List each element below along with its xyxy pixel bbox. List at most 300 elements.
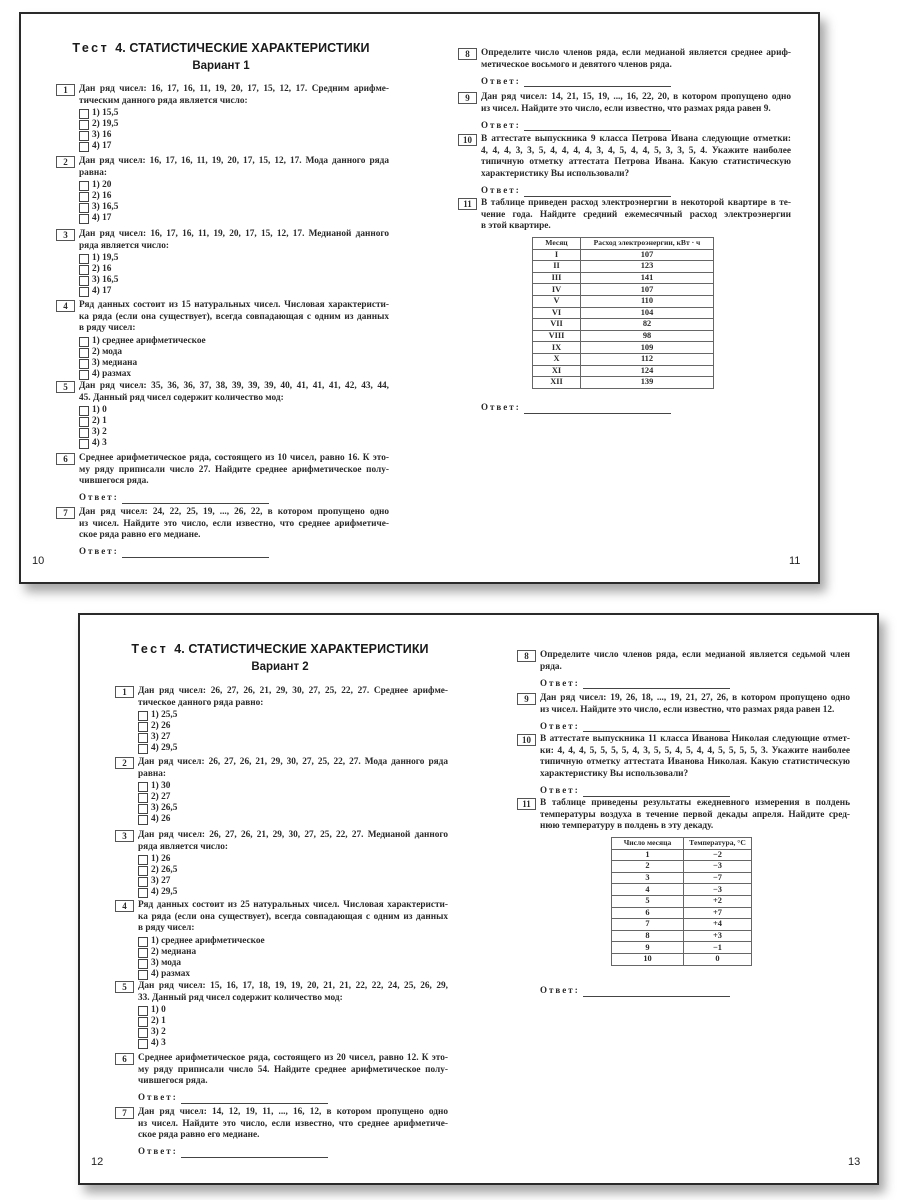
question-number-badge: 9 bbox=[458, 92, 477, 104]
answer-option-label: 4) 29,5 bbox=[151, 743, 178, 754]
answer-options bbox=[79, 253, 389, 297]
answer-option-label: 1) среднее арифметическое bbox=[92, 336, 206, 347]
checkbox-icon[interactable] bbox=[79, 142, 89, 152]
checkbox-icon[interactable] bbox=[79, 192, 89, 202]
question-text-line: В таблице приведен расход электроэнергии в некоторой квартире в те- bbox=[481, 198, 791, 208]
checkbox-icon[interactable] bbox=[79, 265, 89, 275]
answer-option-label: 4) размах bbox=[151, 969, 191, 980]
table-row bbox=[612, 907, 752, 919]
question-number-badge: 8 bbox=[517, 650, 536, 662]
answer-blank-line[interactable] bbox=[524, 404, 671, 414]
answer-blank-line[interactable] bbox=[583, 987, 730, 997]
variant-heading: Вариант 2 bbox=[251, 661, 309, 673]
answer-field[interactable] bbox=[138, 1146, 448, 1158]
answer-field[interactable] bbox=[79, 492, 389, 504]
table-cell: IV bbox=[533, 284, 581, 296]
question-text-line: в ряду чисел: bbox=[138, 923, 195, 934]
answer-field[interactable] bbox=[481, 75, 791, 87]
table-header-cell: Температура, °C bbox=[684, 838, 752, 850]
page-number-right: 13 bbox=[848, 1156, 861, 1168]
checkbox-icon[interactable] bbox=[79, 214, 89, 224]
question-text-line: Дан ряд чисел: 26, 27, 26, 21, 29, 30, 27, 25, 22, 27. Медианой данного bbox=[138, 830, 448, 840]
answer-option[interactable] bbox=[79, 213, 389, 224]
question-number-badge: 11 bbox=[458, 198, 477, 210]
checkbox-icon[interactable] bbox=[79, 428, 89, 438]
question-number-badge: 4 bbox=[56, 300, 75, 312]
checkbox-icon[interactable] bbox=[138, 733, 148, 743]
answer-blank-line[interactable] bbox=[583, 722, 730, 732]
answer-option[interactable] bbox=[79, 427, 389, 438]
table-cell: 98 bbox=[581, 330, 714, 342]
answer-blank-line[interactable] bbox=[524, 121, 671, 131]
answer-field[interactable] bbox=[540, 720, 850, 732]
answer-blank-line[interactable] bbox=[181, 1094, 328, 1104]
answer-option-label: 4) 3 bbox=[151, 1038, 166, 1049]
answer-option[interactable] bbox=[79, 416, 389, 427]
answer-options bbox=[138, 781, 448, 825]
table-row bbox=[612, 942, 752, 954]
question-text-line: из чисел. Найдите это число, если известно, что размах ряда равен 12. bbox=[540, 704, 835, 715]
answer-option[interactable] bbox=[138, 936, 448, 947]
answer-option[interactable] bbox=[79, 358, 389, 369]
answer-option[interactable] bbox=[138, 1027, 448, 1038]
answer-blank-line[interactable] bbox=[583, 679, 730, 689]
question-number-badge: 6 bbox=[115, 1053, 134, 1065]
table-cell: 5 bbox=[612, 895, 684, 907]
answer-option[interactable] bbox=[79, 130, 389, 141]
question-text-line: типичную отметку аттестата Иванова Николая. Какую статистическую bbox=[540, 757, 850, 768]
question-11-answer bbox=[540, 981, 850, 997]
checkbox-icon[interactable] bbox=[138, 1006, 148, 1016]
answer-blank-line[interactable] bbox=[524, 77, 671, 87]
answer-option-label: 3) 16,5 bbox=[92, 202, 119, 213]
answer-option-label: 1) 15,5 bbox=[92, 108, 119, 119]
table-cell: 10 bbox=[612, 953, 684, 965]
checkbox-icon[interactable] bbox=[138, 970, 148, 980]
table-cell: −1 bbox=[684, 942, 752, 954]
answer-label: Ответ: bbox=[138, 1146, 178, 1157]
answer-blank-line[interactable] bbox=[122, 494, 269, 504]
table-row bbox=[533, 342, 714, 354]
checkbox-icon[interactable] bbox=[79, 370, 89, 380]
checkbox-icon[interactable] bbox=[138, 722, 148, 732]
table-cell: +7 bbox=[684, 907, 752, 919]
answer-option[interactable] bbox=[138, 969, 448, 980]
answer-option[interactable] bbox=[138, 1005, 448, 1016]
question-text-line: температуры воздуха в течение первой декады апреля. Найдите сред- bbox=[540, 809, 850, 820]
question-text-line: нюю температуру в полдень в эту декаду. bbox=[540, 821, 714, 832]
answer-option-label: 2) медиана bbox=[151, 947, 197, 958]
checkbox-icon[interactable] bbox=[138, 793, 148, 803]
checkbox-icon[interactable] bbox=[79, 406, 89, 416]
worksheet-spread-variant-2 bbox=[78, 613, 879, 1185]
answer-option-label: 1) 26 bbox=[151, 854, 171, 865]
question-5 bbox=[63, 381, 389, 449]
answer-label: Ответ: bbox=[481, 119, 521, 130]
answer-option-label: 1) 20 bbox=[92, 180, 112, 191]
table-header-cell: Число месяца bbox=[612, 838, 684, 850]
question-text-line: чение года. Найдите средний ежемесячный расход электроэнергии bbox=[481, 209, 791, 220]
table-cell: 112 bbox=[581, 353, 714, 365]
table-cell: VI bbox=[533, 307, 581, 319]
answer-blank-line[interactable] bbox=[181, 1148, 328, 1158]
answer-option[interactable] bbox=[138, 887, 448, 898]
question-text-line: Дан ряд чисел: 16, 17, 16, 11, 19, 20, 17, 15, 12, 17. Медианой данного bbox=[79, 229, 389, 239]
table-row bbox=[533, 377, 714, 389]
answer-option[interactable] bbox=[138, 1016, 448, 1027]
answer-options bbox=[138, 854, 448, 898]
table-row bbox=[612, 884, 752, 896]
answer-option-label: 3) 2 bbox=[151, 1027, 166, 1038]
checkbox-icon[interactable] bbox=[79, 439, 89, 449]
answer-options bbox=[79, 336, 389, 380]
table-row bbox=[533, 261, 714, 273]
question-text-line: из чисел. Найдите это число, если известно, что размах ряда равен 9. bbox=[481, 103, 771, 114]
answer-options bbox=[79, 108, 389, 152]
checkbox-icon[interactable] bbox=[138, 804, 148, 814]
table-cell: 110 bbox=[581, 295, 714, 307]
question-text-line: Дан ряд чисел: 16, 17, 16, 11, 19, 20, 17, 15, 12, 17. Мода данного ряда bbox=[79, 156, 389, 166]
question-text-line: из чисел. Найдите это число, если известно, что среднее арифметиче- bbox=[79, 518, 389, 529]
table-row bbox=[533, 365, 714, 377]
table-cell: 4 bbox=[612, 884, 684, 896]
answer-option[interactable] bbox=[79, 286, 389, 297]
question-text-line: ки: 4, 4, 4, 5, 5, 5, 5, 4, 3, 5, 5, 4, 5, 4, 4, 5, 5, 5, 5, 3. Укажите наиболее bbox=[540, 745, 850, 756]
question-text-line: В таблице приведены результаты ежедневного измерения в полдень bbox=[540, 798, 850, 808]
answer-option[interactable] bbox=[138, 743, 448, 754]
table-row bbox=[533, 284, 714, 296]
checkbox-icon[interactable] bbox=[138, 1028, 148, 1038]
answer-label: Ответ: bbox=[79, 492, 119, 503]
answer-option-label: 1) 0 bbox=[151, 1005, 166, 1016]
table-cell: 139 bbox=[581, 377, 714, 389]
question-number-badge: 7 bbox=[115, 1107, 134, 1119]
question-10 bbox=[522, 734, 850, 797]
table-row bbox=[612, 919, 752, 931]
answer-option[interactable] bbox=[79, 438, 389, 449]
table-cell: −2 bbox=[684, 849, 752, 861]
answer-option[interactable] bbox=[79, 180, 389, 191]
table-header-cell: Месяц bbox=[533, 238, 581, 250]
test-title-text: 4. СТАТИСТИЧЕСКИЕ ХАРАКТЕРИСТИКИ bbox=[115, 41, 370, 55]
checkbox-icon[interactable] bbox=[79, 359, 89, 369]
table-row bbox=[612, 930, 752, 942]
question-text-line: Среднее арифметическое ряда, состоящего из 20 чисел, равно 12. К это- bbox=[138, 1053, 448, 1063]
question-1 bbox=[63, 84, 389, 152]
question-text-line: Дан ряд чисел: 16, 17, 16, 11, 19, 20, 17, 15, 12, 17. Средним арифме- bbox=[79, 84, 389, 94]
question-5 bbox=[122, 981, 448, 1049]
checkbox-icon[interactable] bbox=[79, 348, 89, 358]
checkbox-icon[interactable] bbox=[138, 937, 148, 947]
answer-label: Ответ: bbox=[540, 677, 580, 688]
answer-option[interactable] bbox=[138, 958, 448, 969]
question-number-badge: 5 bbox=[115, 981, 134, 993]
answer-option[interactable] bbox=[138, 781, 448, 792]
answer-option[interactable] bbox=[79, 202, 389, 213]
checkbox-icon[interactable] bbox=[138, 782, 148, 792]
answer-option[interactable] bbox=[79, 141, 389, 152]
checkbox-icon[interactable] bbox=[79, 337, 89, 347]
question-text-line: Дан ряд чисел: 14, 21, 15, 19, ..., 16, 22, 20, в котором пропущено одно bbox=[481, 92, 791, 102]
answer-option[interactable] bbox=[79, 347, 389, 358]
question-text-line: Ряд данных состоит из 25 натуральных чисел. Числовая характеристи- bbox=[138, 900, 448, 910]
checkbox-icon[interactable] bbox=[138, 1017, 148, 1027]
checkbox-icon[interactable] bbox=[79, 109, 89, 119]
table-cell: 7 bbox=[612, 919, 684, 931]
checkbox-icon[interactable] bbox=[138, 877, 148, 887]
answer-blank-line[interactable] bbox=[583, 787, 730, 797]
answer-field[interactable] bbox=[540, 677, 850, 689]
answer-option[interactable] bbox=[138, 865, 448, 876]
table-cell: 82 bbox=[581, 319, 714, 331]
table-cell: −7 bbox=[684, 872, 752, 884]
answer-option-label: 4) 17 bbox=[92, 213, 112, 224]
table-row bbox=[533, 295, 714, 307]
checkbox-icon[interactable] bbox=[138, 711, 148, 721]
table-cell: IX bbox=[533, 342, 581, 354]
question-number-badge: 5 bbox=[56, 381, 75, 393]
answer-option-label: 3) 16,5 bbox=[92, 275, 119, 286]
answer-option[interactable] bbox=[79, 336, 389, 347]
question-number-badge: 11 bbox=[517, 798, 536, 810]
table-cell: +3 bbox=[684, 930, 752, 942]
answer-label: Ответ: bbox=[540, 985, 580, 996]
answer-option[interactable] bbox=[138, 1038, 448, 1049]
answer-option[interactable] bbox=[79, 108, 389, 119]
answer-option[interactable] bbox=[138, 732, 448, 743]
answer-label: Ответ: bbox=[481, 75, 521, 86]
answer-field[interactable] bbox=[540, 985, 850, 997]
table-cell: VIII bbox=[533, 330, 581, 342]
question-text-line: 33. Данный ряд чисел содержит количество мод: bbox=[138, 992, 343, 1003]
question-text-line: Дан ряд чисел: 26, 27, 26, 21, 29, 30, 27, 25, 22, 27. Среднее арифме- bbox=[138, 686, 448, 696]
answer-option-label: 2) 19,5 bbox=[92, 119, 119, 130]
question-number-badge: 3 bbox=[56, 229, 75, 241]
answer-options bbox=[79, 405, 389, 449]
question-text-line: ка ряда (если она существует), всегда совпадающая с одним из данных bbox=[79, 311, 389, 322]
question-number-badge: 9 bbox=[517, 693, 536, 705]
question-text-line: равна: bbox=[79, 167, 107, 178]
question-text-line: Дан ряд чисел: 14, 12, 19, 11, ..., 16, 12, в котором пропущено одно bbox=[138, 1107, 448, 1117]
question-text-line: тическое данного ряда равно: bbox=[138, 697, 264, 708]
table-cell: 124 bbox=[581, 365, 714, 377]
checkbox-icon[interactable] bbox=[138, 959, 148, 969]
question-text-line: ряда является число: bbox=[79, 240, 170, 251]
table-cell: 141 bbox=[581, 272, 714, 284]
table-cell: 0 bbox=[684, 953, 752, 965]
table-cell: 109 bbox=[581, 342, 714, 354]
checkbox-icon[interactable] bbox=[79, 276, 89, 286]
table-row bbox=[533, 307, 714, 319]
answer-option-label: 2) 1 bbox=[151, 1016, 166, 1027]
answer-field[interactable] bbox=[138, 1092, 448, 1104]
question-text-line: из чисел. Найдите это число, если известно, что среднее арифметиче- bbox=[138, 1118, 448, 1129]
question-text-line: Дан ряд чисел: 35, 36, 36, 37, 38, 39, 39, 39, 40, 41, 41, 41, 42, 43, 44, bbox=[79, 381, 389, 391]
question-text-line: Дан ряд чисел: 24, 22, 25, 19, ..., 26, 22, в котором пропущено одно bbox=[79, 507, 389, 517]
question-text-line: ское ряда равно его медиане. bbox=[79, 530, 201, 541]
question-text-line: Дан ряд чисел: 15, 16, 17, 18, 19, 19, 20, 21, 21, 22, 22, 24, 25, 26, 29, bbox=[138, 981, 448, 991]
checkbox-icon[interactable] bbox=[79, 120, 89, 130]
table-header-cell: Расход электроэнергии, кВт · ч bbox=[581, 238, 714, 250]
answer-options bbox=[138, 936, 448, 980]
table-cell: V bbox=[533, 295, 581, 307]
checkbox-icon[interactable] bbox=[138, 815, 148, 825]
table-cell: +4 bbox=[684, 919, 752, 931]
answer-option[interactable] bbox=[138, 876, 448, 887]
answer-option[interactable] bbox=[79, 369, 389, 380]
question-number-badge: 1 bbox=[56, 84, 75, 96]
question-3 bbox=[63, 229, 389, 297]
answer-option-label: 4) 17 bbox=[92, 286, 112, 297]
table-cell: 6 bbox=[612, 907, 684, 919]
answer-option[interactable] bbox=[138, 721, 448, 732]
table-cell: 107 bbox=[581, 249, 714, 261]
checkbox-icon[interactable] bbox=[79, 181, 89, 191]
question-text-line: характеристику Вы использовали? bbox=[540, 769, 689, 780]
table-cell: 8 bbox=[612, 930, 684, 942]
question-2 bbox=[122, 757, 448, 825]
checkbox-icon[interactable] bbox=[138, 744, 148, 754]
checkbox-icon[interactable] bbox=[138, 888, 148, 898]
checkbox-icon[interactable] bbox=[79, 254, 89, 264]
answer-option[interactable] bbox=[79, 119, 389, 130]
question-4 bbox=[63, 300, 389, 380]
test-title-prefix: Тест bbox=[72, 41, 110, 55]
page-number-left: 12 bbox=[91, 1156, 104, 1168]
answer-option[interactable] bbox=[138, 803, 448, 814]
table-row bbox=[612, 861, 752, 873]
answer-option-label: 2) 26 bbox=[151, 721, 171, 732]
test-title-text: 4. СТАТИСТИЧЕСКИЕ ХАРАКТЕРИСТИКИ bbox=[174, 642, 429, 656]
data-table bbox=[532, 237, 714, 389]
answer-option-label: 4) 29,5 bbox=[151, 887, 178, 898]
table-cell: 104 bbox=[581, 307, 714, 319]
answer-option-label: 1) среднее арифметическое bbox=[151, 936, 265, 947]
question-text-line: му ряду приписали число 54. Найдите среднее арифметическое полу- bbox=[138, 1064, 448, 1075]
question-text-line: му ряду приписали число 27. Найдите среднее арифметическое полу- bbox=[79, 464, 389, 475]
table-row bbox=[612, 849, 752, 861]
answer-blank-line[interactable] bbox=[524, 187, 671, 197]
question-6 bbox=[122, 1053, 448, 1104]
question-text-line: ряда. bbox=[540, 661, 562, 672]
answer-field[interactable] bbox=[79, 546, 389, 558]
answer-option[interactable] bbox=[138, 814, 448, 825]
answer-field[interactable] bbox=[481, 119, 791, 131]
checkbox-icon[interactable] bbox=[79, 131, 89, 141]
question-text-line: В аттестате выпускника 11 класса Иванова Николая следующие отмет- bbox=[540, 734, 850, 744]
answer-option[interactable] bbox=[138, 854, 448, 865]
answer-field[interactable] bbox=[540, 785, 850, 797]
checkbox-icon[interactable] bbox=[138, 855, 148, 865]
table-cell: 107 bbox=[581, 284, 714, 296]
answer-option-label: 2) 1 bbox=[92, 416, 107, 427]
question-text-line: метическое восьмого и девятого членов ряда. bbox=[481, 59, 672, 70]
table-row bbox=[612, 872, 752, 884]
table-cell: X bbox=[533, 353, 581, 365]
question-number-badge: 2 bbox=[56, 156, 75, 168]
answer-label: Ответ: bbox=[540, 720, 580, 731]
question-text-line: ка ряда (если она существует), всегда совпадающая с одним из данных bbox=[138, 911, 448, 922]
table-cell: I bbox=[533, 249, 581, 261]
question-9 bbox=[524, 693, 850, 732]
test-title bbox=[90, 642, 470, 656]
answer-option[interactable] bbox=[79, 275, 389, 286]
answer-field[interactable] bbox=[481, 185, 791, 197]
worksheet-spread-variant-1 bbox=[19, 12, 820, 584]
question-text-line: чившегося ряда. bbox=[79, 476, 149, 487]
answer-option-label: 3) 27 bbox=[151, 732, 171, 743]
question-text-line: ряда является число: bbox=[138, 841, 229, 852]
question-8 bbox=[524, 650, 850, 689]
answer-option[interactable] bbox=[79, 253, 389, 264]
answer-option-label: 1) 19,5 bbox=[92, 253, 119, 264]
question-2 bbox=[63, 156, 389, 224]
answer-option-label: 1) 0 bbox=[92, 405, 107, 416]
answer-option[interactable] bbox=[79, 191, 389, 202]
answer-label: Ответ: bbox=[481, 185, 521, 196]
answer-option-label: 3) мода bbox=[151, 958, 182, 969]
question-text-line: Ряд данных состоит из 15 натуральных чисел. Числовая характеристи- bbox=[79, 300, 389, 310]
answer-option-label: 3) медиана bbox=[92, 358, 138, 369]
question-text-line: типичную отметку аттестата Петрова Ивана. Какую статистическую bbox=[481, 157, 791, 168]
checkbox-icon[interactable] bbox=[138, 948, 148, 958]
answer-option-label: 3) 2 bbox=[92, 427, 107, 438]
table-row bbox=[533, 330, 714, 342]
table-row bbox=[533, 272, 714, 284]
checkbox-icon[interactable] bbox=[79, 203, 89, 213]
answer-blank-line[interactable] bbox=[122, 548, 269, 558]
question-11-answer bbox=[481, 398, 791, 414]
question-text-line: Дан ряд чисел: 26, 27, 26, 21, 29, 30, 27, 25, 22, 27. Мода данного ряда bbox=[138, 757, 448, 767]
table-cell: 2 bbox=[612, 861, 684, 873]
answer-option[interactable] bbox=[138, 947, 448, 958]
answer-option[interactable] bbox=[138, 710, 448, 721]
table-row bbox=[612, 895, 752, 907]
table-cell: −3 bbox=[684, 861, 752, 873]
answer-field[interactable] bbox=[481, 402, 791, 414]
answer-option-label: 2) 26,5 bbox=[151, 865, 178, 876]
question-number-badge: 3 bbox=[115, 830, 134, 842]
checkbox-icon[interactable] bbox=[79, 287, 89, 297]
question-4 bbox=[122, 900, 448, 980]
question-number-badge: 8 bbox=[458, 48, 477, 60]
data-table bbox=[611, 837, 752, 966]
checkbox-icon[interactable] bbox=[138, 1039, 148, 1049]
table-cell: XI bbox=[533, 365, 581, 377]
table-cell: 1 bbox=[612, 849, 684, 861]
question-9 bbox=[465, 92, 791, 131]
answer-option[interactable] bbox=[79, 264, 389, 275]
answer-option-label: 2) 16 bbox=[92, 191, 112, 202]
table-cell: III bbox=[533, 272, 581, 284]
answer-label: Ответ: bbox=[481, 402, 521, 413]
question-text-line: характеристику Вы использовали? bbox=[481, 169, 630, 180]
checkbox-icon[interactable] bbox=[79, 417, 89, 427]
answer-option[interactable] bbox=[138, 792, 448, 803]
question-7 bbox=[63, 507, 389, 558]
question-text-line: чившегося ряда. bbox=[138, 1076, 208, 1087]
test-title-prefix: Тест bbox=[131, 642, 169, 656]
answer-option[interactable] bbox=[79, 405, 389, 416]
question-text-line: в ряду чисел: bbox=[79, 323, 136, 334]
question-number-badge: 10 bbox=[517, 734, 536, 746]
question-number-badge: 2 bbox=[115, 757, 134, 769]
answer-option-label: 2) мода bbox=[92, 347, 123, 358]
table-row bbox=[533, 319, 714, 331]
checkbox-icon[interactable] bbox=[138, 866, 148, 876]
answer-options bbox=[79, 180, 389, 224]
question-8 bbox=[465, 48, 791, 87]
